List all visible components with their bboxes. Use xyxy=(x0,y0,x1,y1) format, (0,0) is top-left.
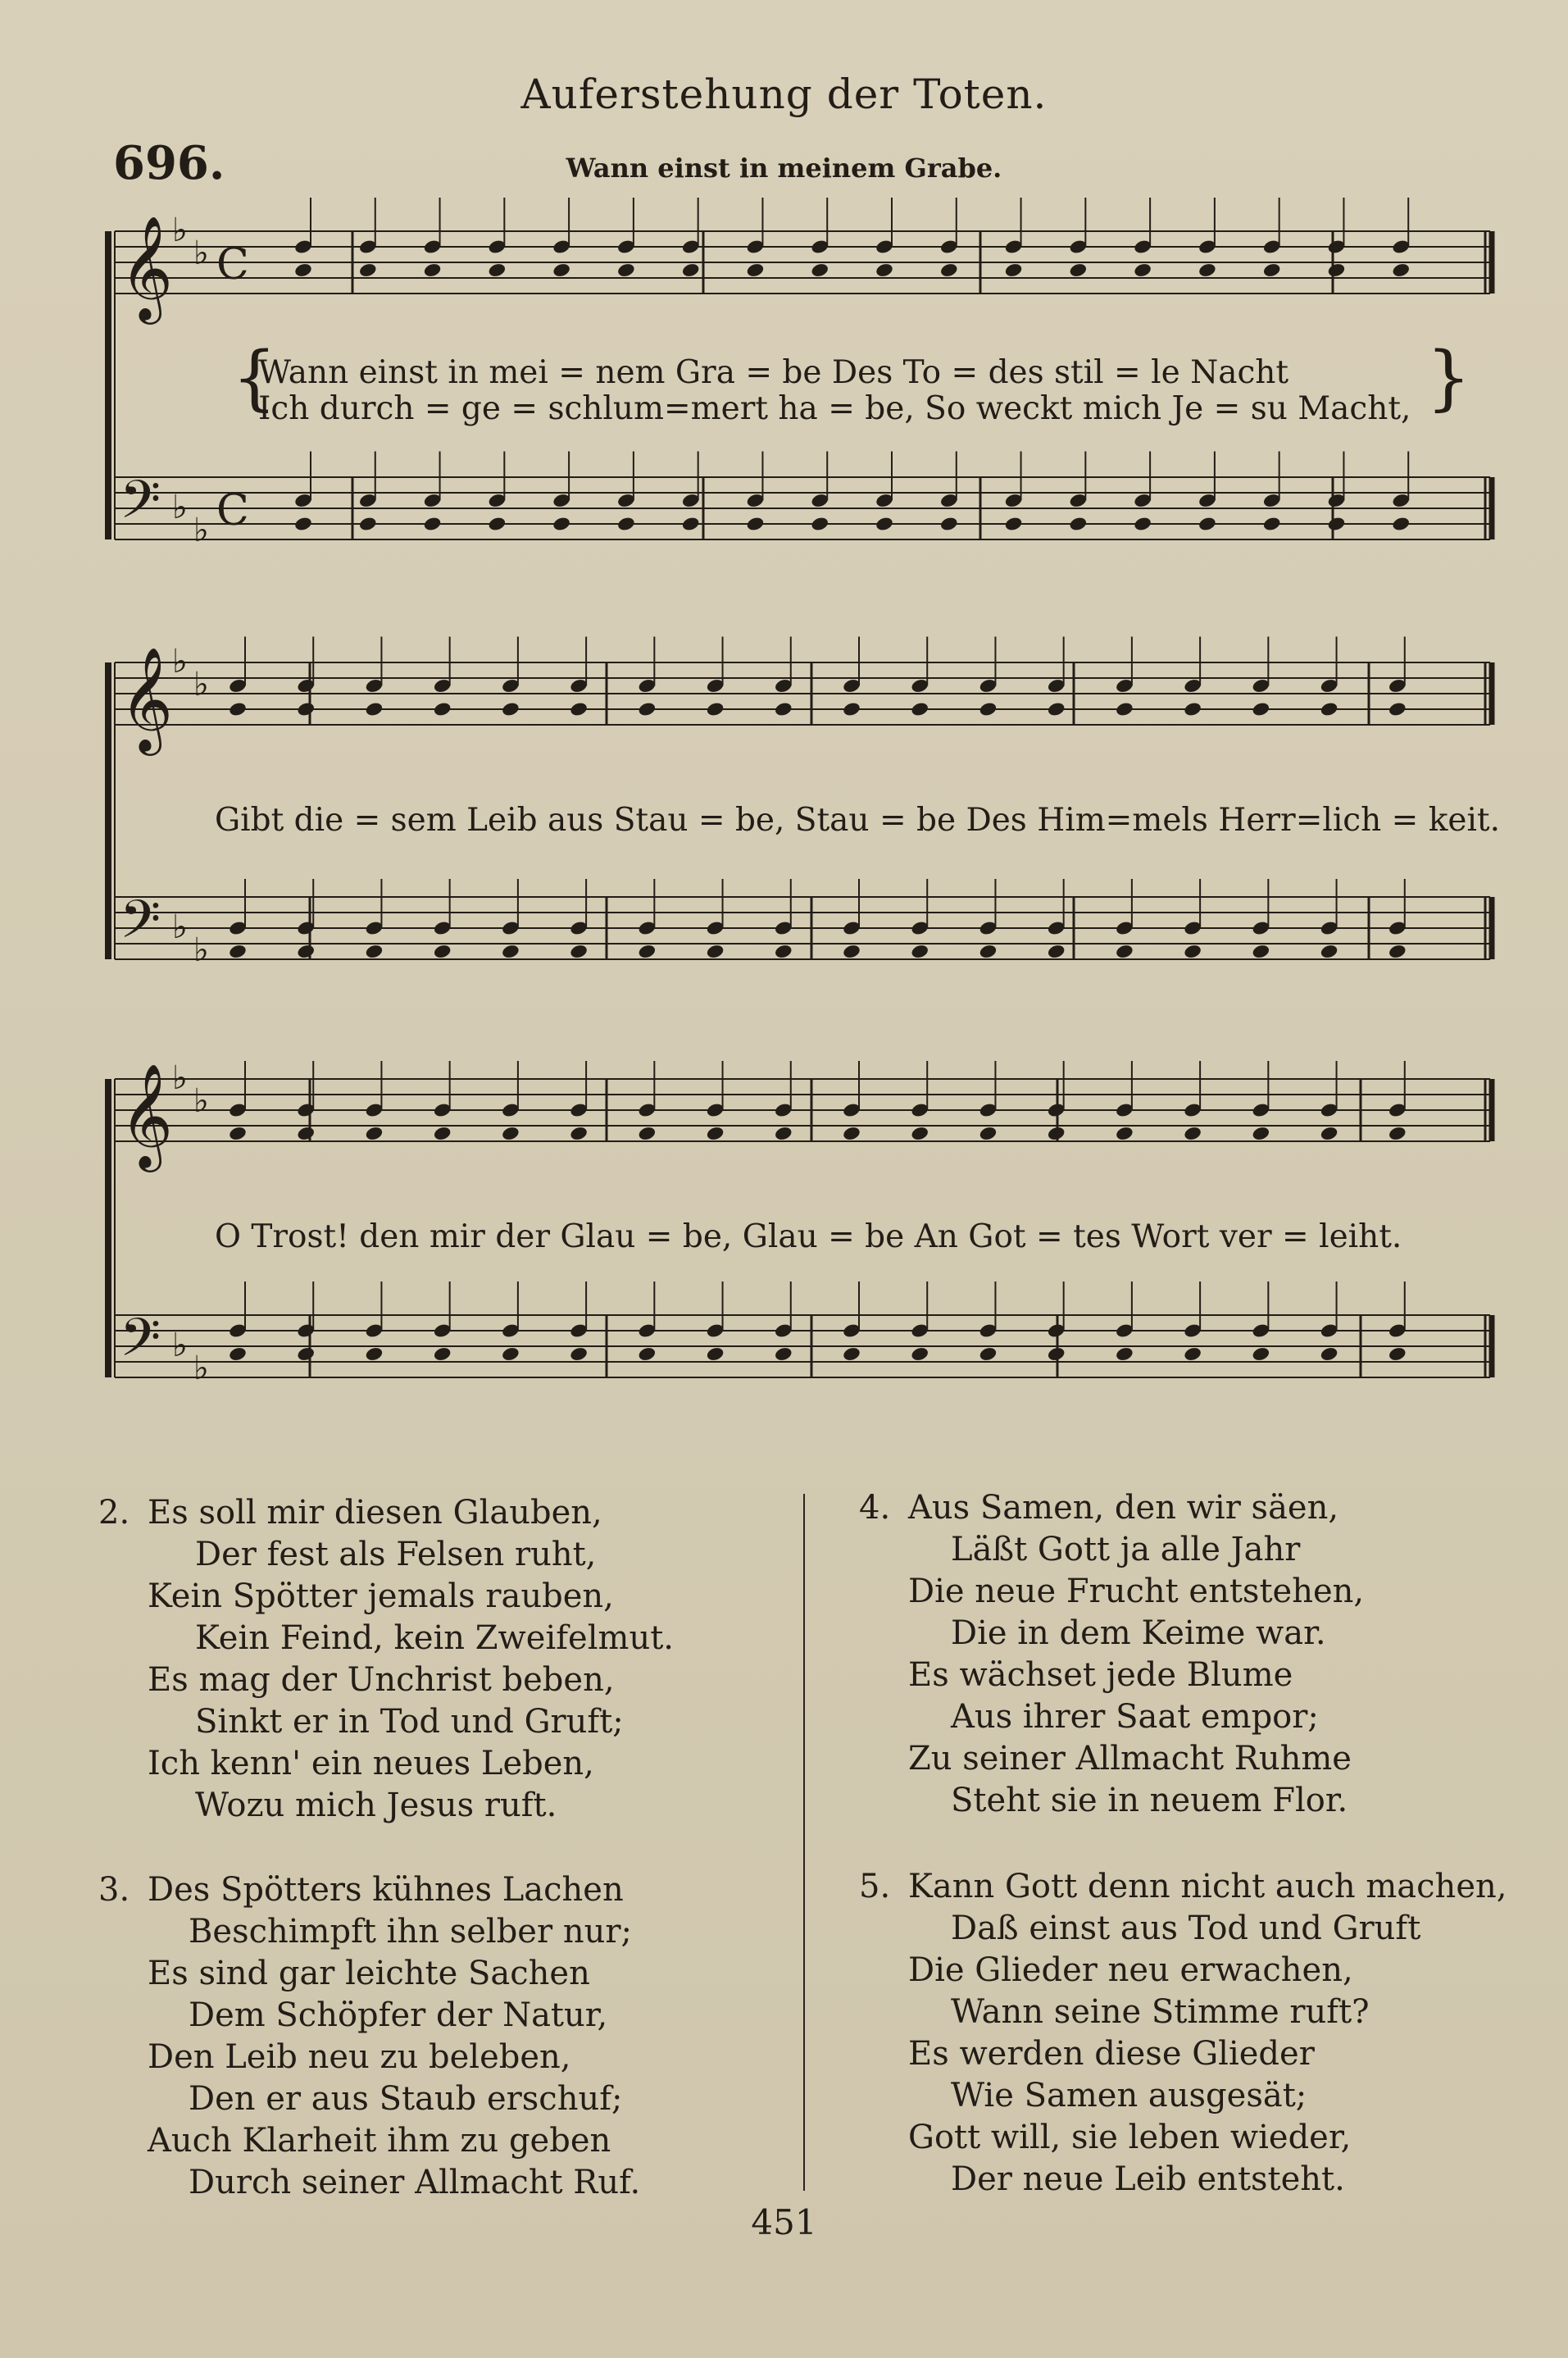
verse-number: 2. xyxy=(98,1494,130,1532)
notehead xyxy=(706,701,725,717)
bass-clef: 𝄢 xyxy=(120,470,161,544)
notehead xyxy=(1115,701,1134,717)
notehead xyxy=(774,1126,793,1142)
notehead xyxy=(1388,944,1407,960)
notehead xyxy=(228,701,248,717)
verse-line: Gott will, sie leben wieder, xyxy=(908,2119,1352,2156)
notehead xyxy=(1252,1126,1271,1142)
notehead xyxy=(1115,1346,1134,1363)
notehead xyxy=(1320,944,1339,960)
lyric-system2: Gibt die = sem Leib aus Stau = be, Stau = be Des Him=mels Herr=lich = keit. xyxy=(215,802,1500,839)
flat-sign: ♭ xyxy=(193,1082,209,1120)
verse-line: Sinkt er in Tod und Gruft; xyxy=(195,1703,624,1741)
verse-line: Aus Samen, den wir säen, xyxy=(908,1489,1339,1527)
notehead xyxy=(1388,1346,1407,1363)
notehead xyxy=(293,516,313,532)
notehead xyxy=(1327,262,1347,279)
notehead xyxy=(1320,701,1339,717)
notehead xyxy=(296,701,316,717)
notehead xyxy=(1198,516,1217,532)
treble-clef: 𝄞 xyxy=(120,1063,174,1168)
verse-line: Des Spötters kühnes Lachen xyxy=(148,1871,624,1909)
notehead xyxy=(552,262,571,279)
verse-5 xyxy=(859,1866,1507,2201)
verse-line: Es werden diese Glieder xyxy=(908,2035,1315,2073)
notehead xyxy=(1320,1346,1339,1363)
verse-line: Die in dem Keime war. xyxy=(951,1614,1326,1652)
notehead xyxy=(433,1346,452,1363)
notehead xyxy=(358,262,378,279)
bass-clef: 𝄢 xyxy=(120,890,161,963)
verse-line: Beschimpft ihn selber nur; xyxy=(189,1913,632,1951)
verse-line: Die Glieder neu erwachen, xyxy=(908,1951,1353,1989)
notehead xyxy=(706,944,725,960)
notehead xyxy=(638,1346,657,1363)
verse-line: Daß einst aus Tod und Gruft xyxy=(951,1910,1421,1947)
notehead xyxy=(1047,1126,1066,1142)
notehead xyxy=(875,262,894,279)
verse-line: Kein Feind, kein Zweifelmut. xyxy=(195,1619,675,1657)
verse-line: Ich kenn' ein neues Leben, xyxy=(148,1745,594,1782)
notehead xyxy=(774,944,793,960)
flat-sign: ♭ xyxy=(172,212,188,249)
notehead xyxy=(228,1346,248,1363)
notehead xyxy=(1198,262,1217,279)
notehead xyxy=(842,1126,861,1142)
verse-number: 4. xyxy=(859,1489,891,1527)
notehead xyxy=(1115,1126,1134,1142)
verse-line: Wozu mich Jesus ruft. xyxy=(195,1787,557,1824)
notehead xyxy=(810,516,829,532)
notehead xyxy=(939,262,959,279)
verse-line: Der fest als Felsen ruht, xyxy=(195,1536,597,1573)
time-signature: C xyxy=(216,240,249,289)
notehead xyxy=(842,1346,861,1363)
notehead xyxy=(979,1346,998,1363)
notehead xyxy=(433,701,452,717)
notehead xyxy=(1388,701,1407,717)
lyric-system1-line2: Ich durch = ge = schlum=mert ha = be, So weckt mich Je = su Macht, xyxy=(258,390,1411,427)
notehead xyxy=(228,944,248,960)
verse-line: Den Leib neu zu beleben, xyxy=(148,2038,571,2076)
flat-sign: ♭ xyxy=(193,234,209,272)
notehead xyxy=(433,944,452,960)
notehead xyxy=(774,1346,793,1363)
hymn-number: 696. xyxy=(113,136,225,190)
flat-sign: ♭ xyxy=(193,931,209,969)
notehead xyxy=(1262,262,1282,279)
page-number: 451 xyxy=(751,2202,817,2242)
notehead xyxy=(979,944,998,960)
notehead xyxy=(910,1346,929,1363)
notehead xyxy=(746,516,766,532)
notehead xyxy=(1133,516,1152,532)
notehead xyxy=(842,701,861,717)
verse-number: 5. xyxy=(859,1868,891,1905)
notehead xyxy=(910,1126,929,1142)
section-title: Auferstehung der Toten. xyxy=(520,71,1048,118)
notehead xyxy=(1320,1126,1339,1142)
notehead xyxy=(365,1346,384,1363)
notehead xyxy=(1252,701,1271,717)
notehead xyxy=(681,262,701,279)
verse-4 xyxy=(859,1487,1364,1822)
verse-line: Es mag der Unchrist beben, xyxy=(148,1661,615,1699)
treble-clef: 𝄞 xyxy=(120,646,174,751)
notehead xyxy=(842,944,861,960)
notehead xyxy=(910,701,929,717)
lyric-system3: O Trost! den mir der Glau = be, Glau = be An Got = tes Wort ver = leiht. xyxy=(215,1218,1402,1255)
notehead xyxy=(1047,944,1066,960)
flat-sign: ♭ xyxy=(193,512,209,549)
notehead xyxy=(681,516,701,532)
notehead xyxy=(358,516,378,532)
verse-line: Es sind gar leichte Sachen xyxy=(148,1955,590,1992)
notehead xyxy=(296,1126,316,1142)
verse-line: Kann Gott denn nicht auch machen, xyxy=(908,1868,1507,1905)
notehead xyxy=(638,944,657,960)
notehead xyxy=(1327,516,1347,532)
notehead xyxy=(1183,1346,1202,1363)
notehead xyxy=(810,262,829,279)
verse-line: Kein Spötter jemals rauben, xyxy=(148,1577,614,1615)
notehead xyxy=(1252,1346,1271,1363)
verse-2 xyxy=(98,1492,674,1827)
notehead xyxy=(569,1126,589,1142)
notehead xyxy=(1183,701,1202,717)
flat-sign: ♭ xyxy=(172,1327,188,1364)
notehead xyxy=(979,1126,998,1142)
time-signature: C xyxy=(216,486,249,535)
verse-line: Läßt Gott ja alle Jahr xyxy=(951,1531,1301,1568)
notehead xyxy=(1252,944,1271,960)
notehead xyxy=(1133,262,1152,279)
notehead xyxy=(501,944,520,960)
notehead xyxy=(488,516,507,532)
notehead xyxy=(228,1126,248,1142)
notehead xyxy=(1047,1346,1066,1363)
notehead xyxy=(875,516,894,532)
verse-line: Durch seiner Allmacht Ruf. xyxy=(189,2164,641,2201)
notehead xyxy=(552,516,571,532)
verse-3 xyxy=(98,1869,640,2204)
notehead xyxy=(296,944,316,960)
flat-sign: ♭ xyxy=(172,1059,188,1097)
verse-line: Dem Schöpfer der Natur, xyxy=(189,1996,608,2034)
notehead xyxy=(1388,1126,1407,1142)
verse-line: Steht sie in neuem Flor. xyxy=(951,1782,1348,1819)
notehead xyxy=(1004,262,1024,279)
notehead xyxy=(774,701,793,717)
notehead xyxy=(746,262,766,279)
flat-sign: ♭ xyxy=(193,1350,209,1387)
lyric-system1-line1: Wann einst in mei = nem Gra = be Des To = des stil = le Nacht xyxy=(258,354,1289,391)
verse-line: Es wächset jede Blume xyxy=(908,1656,1293,1694)
notehead xyxy=(1391,516,1411,532)
notehead xyxy=(569,701,589,717)
notehead xyxy=(501,1346,520,1363)
notehead xyxy=(1069,262,1089,279)
notehead xyxy=(1004,516,1024,532)
verse-line: Auch Klarheit ihm zu geben xyxy=(148,2122,611,2160)
notehead xyxy=(501,701,520,717)
notehead xyxy=(1069,516,1089,532)
column-divider xyxy=(803,1494,805,2191)
notehead xyxy=(1391,262,1411,279)
notehead xyxy=(423,516,443,532)
notehead xyxy=(365,1126,384,1142)
verse-line: Den er aus Staub erschuf; xyxy=(189,2080,623,2118)
notehead xyxy=(488,262,507,279)
notehead xyxy=(1047,701,1066,717)
verse-line: Es soll mir diesen Glauben, xyxy=(148,1494,602,1532)
notehead xyxy=(569,944,589,960)
verse-line: Zu seiner Allmacht Ruhme xyxy=(908,1740,1352,1778)
tune-name: Wann einst in meinem Grabe. xyxy=(566,152,1002,184)
notehead xyxy=(616,262,636,279)
notehead xyxy=(638,1126,657,1142)
notehead xyxy=(1262,516,1282,532)
verse-brace-left: { xyxy=(232,337,277,419)
notehead xyxy=(939,516,959,532)
treble-clef: 𝄞 xyxy=(120,215,174,320)
verse-line: Aus ihrer Saat empor; xyxy=(951,1698,1319,1736)
notehead xyxy=(616,516,636,532)
flat-sign: ♭ xyxy=(172,489,188,526)
notehead xyxy=(1183,1126,1202,1142)
notehead xyxy=(706,1346,725,1363)
notehead xyxy=(293,262,313,279)
flat-sign: ♭ xyxy=(172,643,188,681)
notehead xyxy=(423,262,443,279)
notehead xyxy=(433,1126,452,1142)
flat-sign: ♭ xyxy=(193,666,209,703)
notehead xyxy=(979,701,998,717)
notehead xyxy=(706,1126,725,1142)
verse-number: 3. xyxy=(98,1871,130,1909)
verse-line: Wann seine Stimme ruft? xyxy=(951,1993,1370,2031)
bass-clef: 𝄢 xyxy=(120,1308,161,1382)
verse-line: Wie Samen ausgesät; xyxy=(951,2077,1307,2114)
notehead xyxy=(569,1346,589,1363)
verse-line: Der neue Leib entsteht. xyxy=(951,2160,1345,2198)
verse-line: Die neue Frucht entstehen, xyxy=(908,1573,1365,1610)
notehead xyxy=(910,944,929,960)
notehead xyxy=(638,701,657,717)
notehead xyxy=(1115,944,1134,960)
verse-brace-right: } xyxy=(1426,337,1471,419)
notehead xyxy=(1183,944,1202,960)
flat-sign: ♭ xyxy=(172,908,188,946)
notehead xyxy=(365,944,384,960)
notehead xyxy=(365,701,384,717)
notehead xyxy=(296,1346,316,1363)
notehead xyxy=(501,1126,520,1142)
